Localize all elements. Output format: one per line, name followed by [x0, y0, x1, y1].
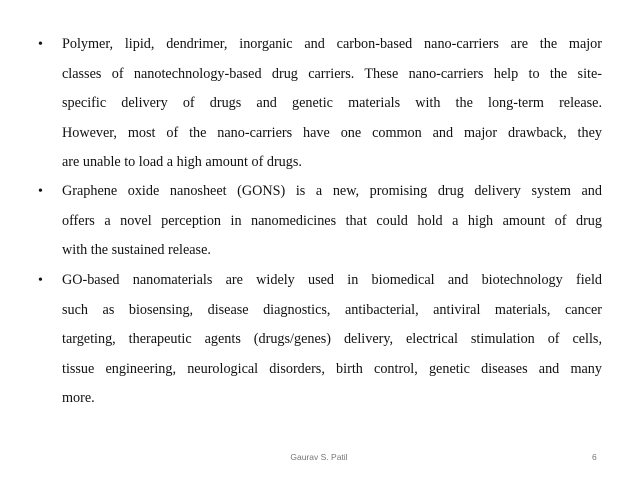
bullet-text-line: with the sustained release. — [62, 242, 211, 258]
bullet-text-line: However, most of the nano-carriers have one common and major drawback, they — [62, 124, 602, 141]
bullet-text-line: specific delivery of drugs and genetic materials with the long-term release. — [62, 95, 602, 111]
bullet-symbol: • — [38, 184, 43, 199]
bullet-text-line: Graphene oxide nanosheet (GONS) is a new, promising drug delivery system and — [62, 183, 602, 199]
bullet-text-line: classes of nanotechnology-based drug carriers. These nano-carriers help to the site- — [62, 65, 602, 82]
bullet-text-line: tissue engineering, neurological disorders, birth control, genetic diseases and many — [62, 360, 602, 377]
footer-author: Gaurav S. Patil — [290, 452, 348, 462]
page-number: 6 — [592, 452, 597, 462]
bullet-text-line: offers a novel perception in nanomedicines that could hold a high amount of drug — [62, 212, 602, 229]
bullet-text-line: such as biosensing, disease diagnostics, antibacterial, antiviral materials, cancer — [62, 301, 602, 318]
bullet-symbol: • — [38, 37, 43, 52]
bullet-text-line: are unable to load a high amount of drugs. — [62, 154, 302, 170]
bullet-symbol: • — [38, 273, 43, 288]
bullet-text-line: targeting, therapeutic agents (drugs/genes) delivery, electrical stimulation of cells, — [62, 331, 602, 347]
bullet-text-line: more. — [62, 390, 95, 406]
bullet-text-line: GO-based nanomaterials are widely used in biomedical and biotechnology field — [62, 272, 602, 288]
bullet-text-line: Polymer, lipid, dendrimer, inorganic and carbon-based nano-carriers are the major — [62, 36, 602, 52]
